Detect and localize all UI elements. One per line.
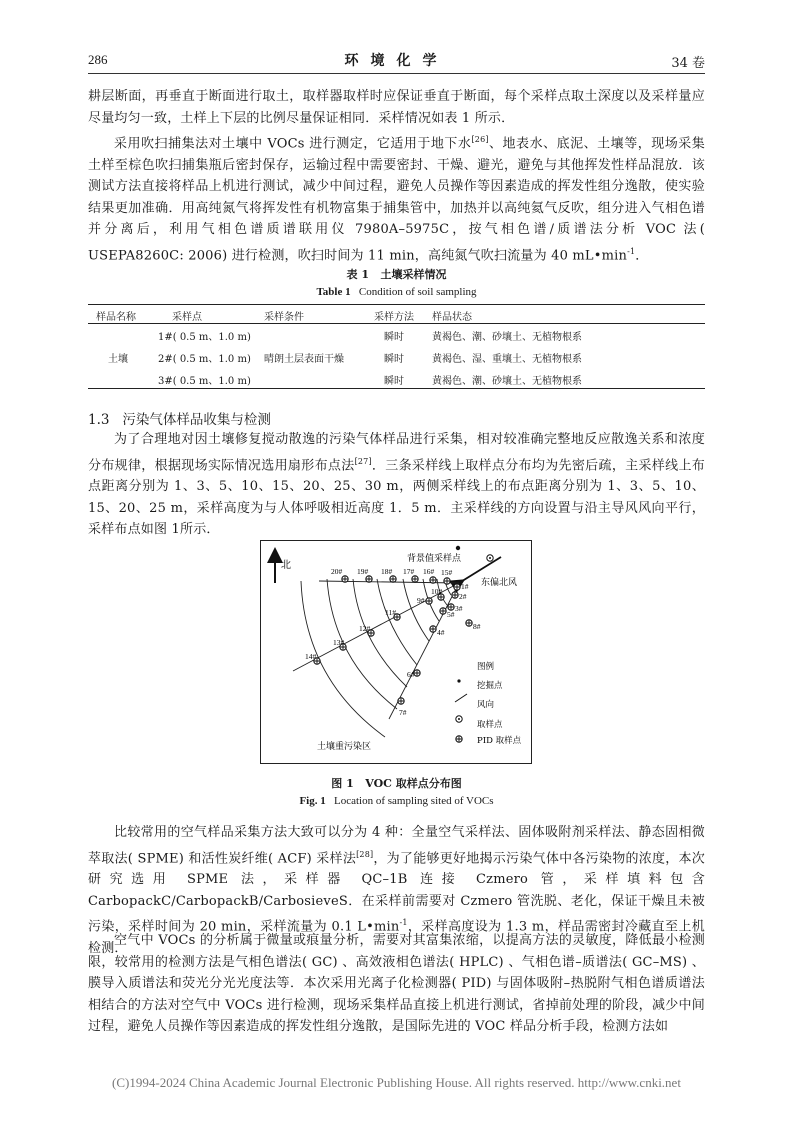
legend-wind-label: 风向 [477, 700, 495, 710]
legend-title: 图例 [477, 662, 495, 672]
unit-superscript: -1 [399, 918, 408, 928]
table-header-rule [88, 323, 705, 324]
point-label-14: 14# [305, 652, 317, 661]
pid-point-2 [452, 592, 458, 598]
point-label-6: 6# [407, 670, 415, 679]
paragraph-4-text-b: ，为了能够更好地揭示污染气体中各污染物的浓度，本次研究选用 SPME 法，采样器 QC–1B 连接 Czmero 管，采样填料包含 CarbopackC/CarbopackB/CarbosieveS．在采样前需要对 Czmero 管洗脱、老化，保证干燥且未被污染，采样时间为 20 min，采样流量为 0.1 L•min [88, 850, 705, 935]
table-cell-state: 黄褐色、潮、砂壤土、无植物根系 [432, 332, 582, 343]
table-header-cell: 采样方法 [374, 312, 414, 323]
pid-point-19 [366, 576, 372, 582]
pid-point-8 [466, 620, 472, 626]
journal-name: 环境化学 [344, 53, 449, 69]
point-label-2: 2# [459, 592, 467, 601]
figure-title-en: Location of sampling sited of VOCs [333, 795, 494, 807]
point-label-3: 3# [455, 604, 463, 613]
table-caption-cn [88, 266, 705, 282]
figure-caption-en [88, 795, 705, 807]
table-header-cell: 采样点 [172, 312, 202, 323]
pid-point-18 [390, 576, 396, 582]
citation-26[interactable]: [26] [471, 135, 489, 144]
legend-excavation-label: 挖掘点 [477, 681, 503, 691]
table-bottom-rule [88, 388, 705, 389]
point-label-11: 11# [385, 608, 396, 617]
point-label-20: 20# [331, 567, 343, 576]
point-label-4: 4# [437, 628, 445, 637]
sampling-arc [377, 579, 417, 665]
figure-label-en: Fig. 1 [299, 795, 326, 807]
citation-28[interactable]: [28] [356, 849, 374, 859]
section-number: 1.3 [88, 412, 110, 428]
paragraph-3-text-b: ．三条采样线上取样点分布均为先密后疏，主采样线上布点距离分别为 1、3、5、10、15、20、25、30 m，两侧采样线上的布点距离分别为 1、3、5、10、15、20、25 m，采样高度为与人体呼吸相近高度 1．5 m．主采样线的方向设置与沿主导风风向平行，采样布点如图 1所示． [88, 457, 705, 538]
contaminated-area-label: 土壤重污染区 [317, 742, 372, 752]
table-caption-en [88, 286, 705, 298]
paragraph-1: 耕层断面，再垂直于断面进行取土，取样器取样时应保证垂直于断面，每个采样点取土深度以及采样量应尽量均匀一致，土样上下层的比例尽量保证相同．采样情况如表 1 所示． [88, 89, 705, 126]
table-title-cn: 土壤采样情况 [380, 268, 447, 281]
pid-point-15 [444, 578, 450, 584]
section-heading [88, 408, 271, 428]
pid-point-1 [454, 584, 460, 590]
volume-number: 34 卷 [671, 56, 705, 71]
sampling-point-figure [260, 540, 532, 764]
legend-excavation-icon [457, 679, 460, 682]
pid-point-16 [430, 577, 436, 583]
page-number: 286 [88, 52, 108, 67]
paragraph-3-text-a: 为了合理地对因土壤修复搅动散逸的污染气体样品进行采集，相对较准确完整地反应散逸关系和浓度分布规律，根据现场实际情况选用扇形布点法 [88, 432, 705, 473]
unit-superscript: -1 [627, 246, 636, 256]
paragraph-2-text-a: 采用吹扫捕集法对土壤中 VOCs 进行测定，它适用于地下水 [114, 136, 472, 152]
pid-point-4 [430, 626, 436, 632]
point-label-15: 15# [441, 568, 453, 577]
pid-point-6 [414, 670, 420, 676]
table-cell-state: 黄褐色、湿、重壤土、无植物根系 [432, 354, 582, 365]
table-label-en: Table 1 [316, 286, 351, 298]
point-label-13: 13# [333, 638, 345, 647]
point-label-16: 16# [423, 567, 435, 576]
legend-wind-icon [455, 694, 467, 702]
table-title-en: Condition of soil sampling [358, 286, 477, 298]
citation-27[interactable]: [27] [354, 456, 372, 466]
table-cell-method: 瞬时 [384, 376, 404, 387]
point-label-17: 17# [403, 567, 415, 576]
paragraph-2-text-c: ． [635, 248, 649, 264]
point-label-8: 8# [473, 622, 481, 631]
figure-label-cn: 图 1 [331, 777, 354, 790]
point-label-9: 9# [417, 596, 425, 605]
table-cell-point: 3#( 0.5 m、1.0 m) [158, 376, 251, 387]
point-label-10: 10# [431, 587, 443, 596]
figure-title-cn: VOC 取样点分布图 [365, 777, 462, 790]
table-header-cell: 样品名称 [96, 312, 136, 323]
pid-point-20 [342, 576, 348, 582]
table-header-cell: 样品状态 [432, 312, 472, 323]
legend-sampling-icon-dot [458, 718, 460, 720]
table-cell-point: 1#( 0.5 m、1.0 m) [158, 332, 251, 343]
table-cell-point: 2#( 0.5 m、1.0 m) [158, 354, 251, 365]
pid-point-9 [426, 598, 432, 604]
north-label: 北 [281, 560, 291, 571]
background-sampling-point [456, 546, 460, 550]
background-point-label: 背景值采样点 [407, 554, 462, 564]
point-label-5: 5# [447, 610, 455, 619]
table-cell-method: 瞬时 [384, 332, 404, 343]
pid-point-5 [440, 608, 446, 614]
figure-legend [455, 661, 522, 746]
copyright-footer: (C)1994-2024 China Academic Journal Electronic Publishing House. All rights reserved. http://www.cnki.net [112, 1075, 681, 1090]
table-cell-state: 黄褐色、潮、砂壤土、无植物根系 [432, 376, 582, 387]
table-header-cell: 采样条件 [264, 312, 304, 323]
sampling-point-marker-dot [489, 557, 491, 559]
paragraph-4-text-c: ，采样高度设为 1.3 m，样品需密封冷藏直至上机检测． [88, 919, 705, 957]
table-cell-condition: 晴朗土层表面干燥 [264, 354, 344, 365]
table-cell-sample-name: 土壤 [108, 354, 128, 365]
point-label-12: 12# [359, 624, 371, 633]
point-label-1: 1# [461, 582, 469, 591]
wind-label: 东偏北风 [481, 578, 518, 588]
pid-point-7 [398, 698, 404, 704]
point-label-7: 7# [399, 708, 407, 717]
paragraph-2-text-b: 、地表水、底泥、土壤等，现场采集土样至棕色吹扫捕集瓶后密封保存，运输过程中需要密封、干燥、避光，避免与其他挥发性样品混放．该测试方法直接将样品上机进行测试，减少中间过程，避免人员操作等因素造成的挥发性组分逸散，使实验结果更加准确．用高纯氮气将挥发性有机物富集于捕集管中，加热并以高纯氦气反吹，组分进入气相色谱并分离后，利用气相色谱质谱联用仪 7980A–5975C，按气相色谱/质谱法分析 VOC 法( USEPA8260C: 2006) 进行检测，吹扫时间为 11 min，高纯氮气吹扫流量为 40 mL•min [88, 136, 705, 264]
pid-point-17 [412, 576, 418, 582]
point-label-18: 18# [381, 567, 393, 576]
section-title: 污染气体样品收集与检测 [122, 412, 271, 428]
sampling-map-svg [261, 541, 533, 765]
table-cell-method: 瞬时 [384, 354, 404, 365]
table-label-cn: 表 1 [346, 268, 369, 281]
sampling-arc [353, 579, 407, 687]
legend-sampling-label: 取样点 [477, 720, 503, 730]
figure-caption-cn [88, 775, 705, 791]
paragraph-5: 空气中 VOCs 的分析属于微量或痕量分析，需要对其富集浓缩，以提高方法的灵敏度，降低最小检测限，较常用的检测方法是气相色谱法( GC) 、高效液相色谱法( HPLC) 、气相色谱–质谱法( GC–MS) 、膜导入质谱法和荧光分光光度法等．本次采用光离子化检测器( PID) 与固体吸附–热脱附气相色谱质谱法相结合的方法对空气中 VOCs 进行检测，现场采集样品直接上机进行测试，省掉前处理的阶段，减少中间过程，避免人员操作等因素造成的挥发性组分逸散，是国际先进的 VOC 样品分析手段，检测方法如 [88, 933, 705, 1034]
paragraph-4-text-a: 比较常用的空气样品采集方法大致可以分为 4 种：全量空气采样法、固体吸附剂采样法、静态固相微萃取法( SPME) 和活性炭纤维( ACF) 采样法 [88, 825, 705, 866]
running-header [88, 50, 705, 74]
point-label-19: 19# [357, 567, 369, 576]
paragraph-2 [88, 129, 705, 267]
table-top-rule [88, 304, 705, 305]
paragraph-3 [88, 429, 705, 541]
legend-pid-label: PID 取样点 [477, 736, 522, 746]
